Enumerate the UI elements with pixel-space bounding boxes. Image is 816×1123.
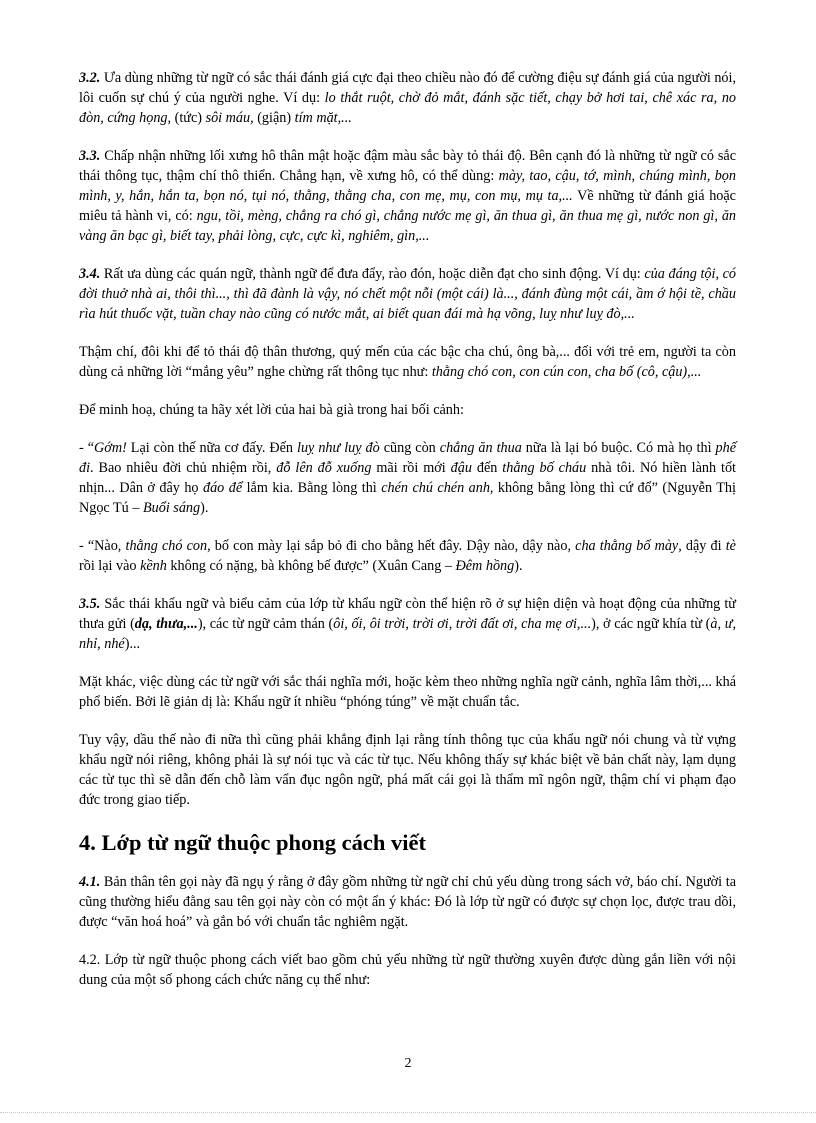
section-number: 4.1.: [79, 874, 101, 890]
page-number: 2: [404, 1056, 412, 1071]
quote-1: - “Gớm! Lại còn thế nữa cơ đấy. Đến luỵ như luỵ đò cũng còn chẳng ăn thua nữa là lại bó buộc. Có mà họ thì phế đi. Bao nhiêu đời chủ nhiệm rồi, đỗ lên đỗ xuống mãi rồi mới đậu đến thằng bố cháu nhà tôi. Nó hiền lành tốt nhịn... Dân ở đây họ đáo để lắm kia. Bằng lòng thì chén chú chén anh, không bằng lòng thì cứ đổ” (Nguyễn Thị Ngọc Tú – Buổi sáng).: [79, 440, 736, 516]
section-number: 3.4.: [79, 266, 101, 282]
paragraph-3-5: 3.5. Sắc thái khẩu ngữ và biểu cảm của lớp từ khẩu ngữ còn thể hiện rõ ở sự hiện diện và hoạt động của những từ thưa gửi (dạ, thưa,...), các từ ngữ cảm thán (ôi, ối, ôi trời, trời ơi, trời đất ơi, cha mẹ ơi,...), ở các ngữ khía từ (à, ư, nhỉ, nhé)...: [79, 596, 736, 652]
paragraph-3-2: 3.2. Ưa dùng những từ ngữ có sắc thái đánh giá cực đại theo chiều nào đó để cường điệu sự đánh giá của người nói, lôi cuốn sự chú ý của người nghe. Ví dụ: lo thắt ruột, chờ đỏ mắt, đánh sặc tiết, chạy bở hơi tai, chê xác ra, no đòn, cứng họng, (tức) sôi máu, (giận) tím mặt,...: [79, 70, 737, 126]
quote-2: - “Nào, thằng chó con, bố con mày lại sắp bỏ đi cho bằng hết đây. Dậy nào, dậy nào, cha thằng bố mày, dậy đi tè rồi lại vào kềnh không có nặng, bà không bế được” (Xuân Cang – Đêm hồng).: [79, 538, 736, 574]
paragraph-endearment: Thậm chí, đôi khi để tỏ thái độ thân thương, quý mến của các bậc cha chú, ông bà,... đối với trẻ em, người ta còn dùng cả những lời “mắng yêu” nghe chừng rất thông tục như: thằng chó con, con cún con, cha bố (cô, cậu),...: [79, 344, 736, 380]
paragraph-3-3: 3.3. Chấp nhận những lối xưng hô thân mật hoặc đậm màu sắc bày tỏ thái độ. Bên cạnh đó là những từ ngữ có sắc thái thông tục, thậm chí thô thiển. Chẳng hạn, về xưng hô, có thể dùng: mày, tao, cậu, tớ, mình, chúng mình, bọn mình, y, hắn, hắn ta, bọn nó, tụi nó, thằng, thằng cha, con mẹ, mụ, con mụ, mụ ta,... Về những từ đánh giá hoặc miêu tả hành vi, có: ngu, tồi, mèng, chẳng ra chó gì, chẳng nước mẹ gì, ăn thua gì, ăn thua mẹ gì, nước non gì, ăn vàng ăn bạc gì, biết tay, phải lòng, cực, cực kì, nghiêm, gìn,...: [79, 148, 737, 244]
paragraph-4-1: 4.1. Bản thân tên gọi này đã ngụ ý rằng ở đây gồm những từ ngữ chỉ chủ yếu dùng trong sách vở, báo chí. Người ta cũng thường hiểu đằng sau tên gọi này còn có một ẩn ý khác: Đó là lớp từ ngữ có được sự chọn lọc, được trau dồi, được “văn hoá hoá” và gắn bó với chuẩn tắc nghiêm ngặt.: [79, 874, 736, 930]
paragraph-4-2: 4.2. Lớp từ ngữ thuộc phong cách viết bao gồm chủ yếu những từ ngữ thường xuyên được dùng gắn liền với nội dung của một số phong cách chức năng cụ thể như:: [79, 952, 736, 988]
section-number: 3.2.: [79, 70, 101, 86]
section-number: 3.5.: [79, 596, 101, 612]
section-heading: 4. Lớp từ ngữ thuộc phong cách viết: [79, 830, 427, 855]
paragraph-however: Tuy vậy, dầu thế nào đi nữa thì cũng phải khẳng định lại rằng tính thông tục của khẩu ngữ nói chung và từ vựng khẩu ngữ nói riêng, không phải là sự nói tục và các từ tục. Nếu không thấy sự khác biệt về bản chất này, lạm dụng các từ tục thì sẽ dẫn đến chỗ làm vẩn đục ngôn ngữ, phá mất cái gọi là thẩm mĩ ngôn ngữ, thậm chí vi phạm đạo đức trong giao tiếp.: [79, 732, 736, 808]
paragraph-illustration-intro: Để minh hoạ, chúng ta hãy xét lời của hai bà già trong hai bối cảnh:: [79, 402, 464, 418]
section-number: 3.3.: [79, 148, 101, 164]
paragraph-other-hand: Mặt khác, việc dùng các từ ngữ với sắc thái nghĩa mới, hoặc kèm theo những nghĩa ngữ cảnh, nghĩa lâm thời,... khá phổ biến. Bởi lẽ giản dị là: Khẩu ngữ ít nhiều “phóng túng” về mặt chuẩn tắc.: [79, 674, 736, 710]
document-body: [79, 68, 736, 1008]
paragraph-3-4: 3.4. Rất ưa dùng các quán ngữ, thành ngữ để đưa đẩy, rào đón, hoặc diễn đạt cho sinh động. Ví dụ: của đáng tội, có đời thuở nhà ai, thôi thì..., thì đã đành là vậy, nó chết một nỗi (một cái) là..., đánh đùng một cái, ầm ớ hội tề, chầu rìa hút thuốc vặt, tuần chay nào cũng có nước mắt, ai biết quan đái mà hạ võng, luỵ như luỵ đò,...: [79, 266, 736, 322]
page-bottom-divider: [0, 1112, 816, 1113]
